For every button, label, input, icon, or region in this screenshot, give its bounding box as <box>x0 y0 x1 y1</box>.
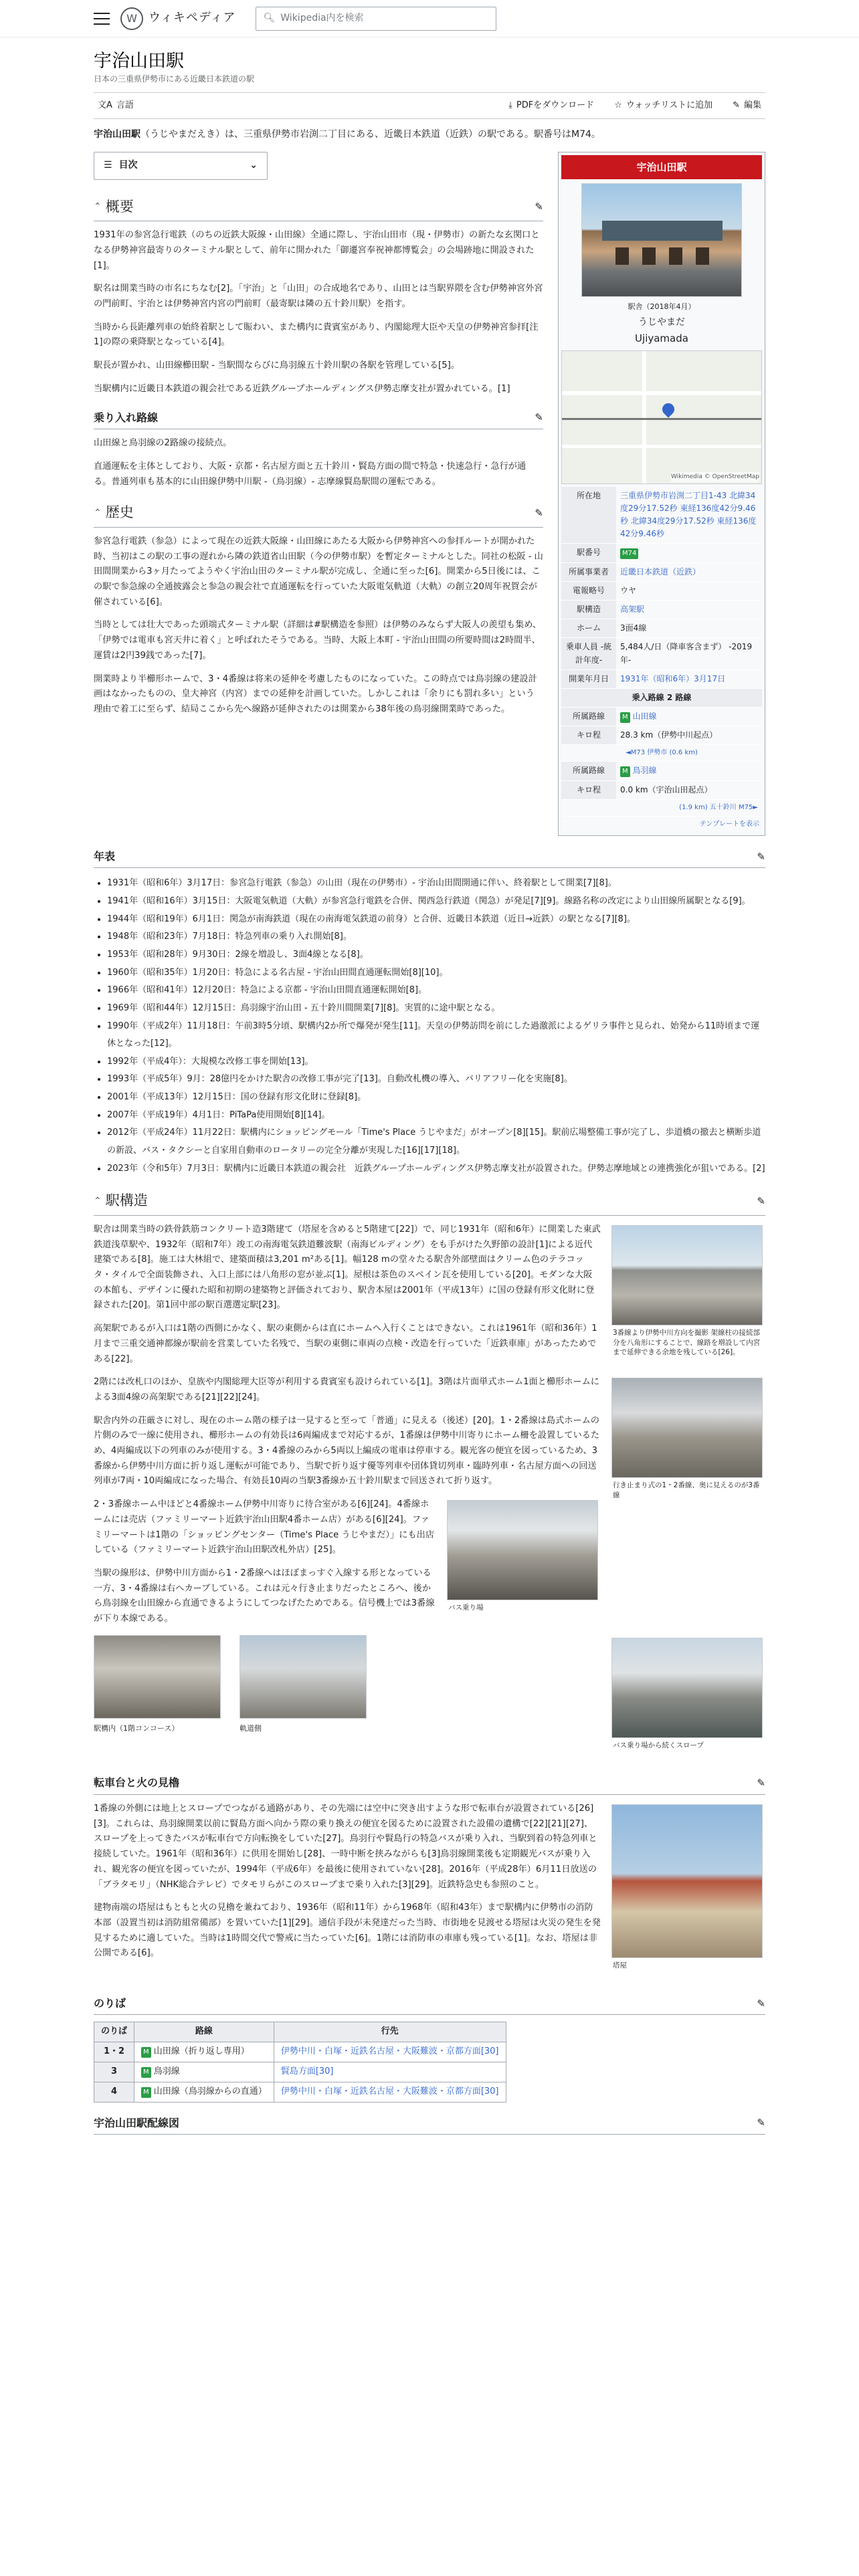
edit-section-icon[interactable]: ✎ <box>757 1997 765 2010</box>
row-value: 3面4線 <box>616 619 762 638</box>
infobox <box>558 152 765 836</box>
edit-section-icon[interactable]: ✎ <box>535 507 543 520</box>
table-header-row <box>94 2022 506 2042</box>
column-header: のりば <box>94 2022 134 2042</box>
platform-number: 3 <box>94 2062 134 2082</box>
top-header <box>0 0 859 37</box>
row-label: 駅構造 <box>561 600 616 619</box>
intro-paragraph <box>94 127 765 142</box>
location-map[interactable] <box>561 350 762 484</box>
table-row <box>94 2082 506 2102</box>
timeline-item: • 2023年（令和5年）7月3日：駅構内に近畿日本鉄道の親会社 近鉄グループホールディングス伊勢志摩支社が設置された。伊勢志摩地域との連携強化が狙いである。[2] <box>107 1160 765 1178</box>
station-kana: うじやまだ <box>638 317 685 328</box>
language-label: 言語 <box>116 100 134 110</box>
download-pdf-button[interactable] <box>504 99 598 113</box>
row-label: キロ程 <box>561 780 616 799</box>
table-row <box>94 2042 506 2062</box>
search-icon: 🔍︎ <box>263 13 276 24</box>
row-value[interactable]: 1931年（昭和6年）3月17日 <box>616 669 762 688</box>
photo-window <box>696 247 709 265</box>
tower-para: 建物南端の塔屋はもともと火の見櫓を兼ねており、1936年（昭和11年）から1968年（昭和43年）まで駅構内に伊勢市の消防本部（設置当初は消防組常備部）を置いていた[1][29]。通信手段が未発達だった当時、市街地を見渡せる塔屋は火災の発生を発見するために適していた。当時は1時間交代で警戒に当たっていた[6]。1階には消防車の車庫も残っている[1]。なお、塔屋は非公開である[6]。 <box>94 1903 601 1959</box>
gallery-caption: 駅構内（1階コンコース） <box>94 1723 179 1733</box>
infobox-title: 宇治山田駅 <box>561 155 762 179</box>
line-badge: M <box>620 766 630 777</box>
edit-label: 編集 <box>743 100 761 110</box>
chevron-down-icon: ⌄ <box>250 160 258 171</box>
photo-window <box>642 247 656 265</box>
line-badge: M <box>141 2087 151 2098</box>
history-para: 参宮急行電鉄（参急）によって現在の近鉄大阪線・山田線にあたる大阪から伊勢神宮への参拝ルートが開かれた時、当初はこの駅の工事の遅れから隣の鉄道省山田駅（今の伊勢市駅）を暫定ターミナルとした。同社の松阪 - 山田間開業から3ヶ月たってようやく宇治山田のターミナル駅が完成し、全通に至った[6]。開業から5日後には、この駅で参急線の全通披露会と参急の親会社で直通運転を行っていた大阪電気軌道（大軌）の創立20周年祝賀会が催されている[6]。 <box>94 536 543 607</box>
row-value: 0.0 km（宇治山田起点） <box>616 780 762 799</box>
page-toolbar <box>94 92 765 119</box>
toc-label: 目次 <box>118 160 138 171</box>
row-value: ウヤ <box>616 581 762 600</box>
figure-caption: バス乗り場 <box>448 1604 484 1612</box>
section-noriba-header <box>94 1995 765 2016</box>
table-row <box>94 2062 506 2082</box>
column-header: 路線 <box>134 2022 274 2042</box>
platform-number: 1・2 <box>94 2042 134 2062</box>
structure-para: 駅舎内外の荘厳さに対し、現在のホーム階の様子は一見すると至って「普通」に見える（後述）[20]。1・2番線は島式ホームの片側のみで一線に使用され、櫛形ホームの有効長は6両編成まで対応するが、1番線は伊勢中川寄りにホーム柵を設置しているため、4両編成以下の列車のみが使用する。3・4番線のみから5両以上編成の電車は停車する。観光客の便宜を図っているため、3番線から伊勢中川方面に折り返し運転が可能であり、当駅で折り返す優等列車や団体貸切列車・臨時列車・名古屋方面への回送列車が7両・10両編成になった場合、有効長10両の当駅3番線か五十鈴川駅まで回送されて折り返す。 <box>94 1415 600 1487</box>
row-label: 開業年月日 <box>561 669 616 688</box>
section-noriba-title: のりば <box>94 1996 126 2010</box>
infobox-row <box>561 638 762 669</box>
timeline-item: • 1931年（昭和6年）3月17日：参宮急行電鉄（参急）の山田（現在の伊勢市）- 宇治山田間開通に伴い、終着駅として開業[7][8]。 <box>107 875 765 893</box>
figure <box>611 1225 765 1360</box>
timeline-item: • 2007年（平成19年）4月1日：PiTaPa使用開始[8][14]。 <box>107 1107 765 1125</box>
overview-para: 当時から長距離列車の始終着駅として賑わい、また構内に貴賓室があり、内閣総理大臣や天皇の伊勢神宮参拝[注 1]の際の乗降駅となっている[4]。 <box>94 322 539 348</box>
template-link[interactable]: テンプレートを表示 <box>699 820 759 828</box>
row-label: 所属路線 <box>561 762 616 780</box>
line-link[interactable]: 鳥羽線 <box>632 766 657 776</box>
language-icon: 文A <box>98 100 112 110</box>
edit-section-icon[interactable]: ✎ <box>757 1777 765 1790</box>
adjacent-station[interactable]: (1.9 km) 五十鈴川 M75► <box>561 799 762 816</box>
overview-para: 当駅構内に近畿日本鉄道の親会社である近鉄グループホールディングス伊勢志摩支社が置かれている。[1] <box>94 383 510 394</box>
row-value[interactable]: 高架駅 <box>616 600 762 619</box>
station-number-badge: M74 <box>620 548 638 559</box>
timeline-item: • 2001年（平成13年）12月15日：国の登録有形文化財に登録[8]。 <box>107 1089 765 1107</box>
platform-photo[interactable] <box>611 1378 763 1478</box>
overview-para: 駅長が置かれ、山田線櫛田駅 - 当駅間ならびに鳥羽線五十鈴川駅の各駅を管理している[5]。 <box>94 360 460 371</box>
row-value[interactable]: 三重県伊勢市岩渕二丁目1-43 北緯34度29分17.52秒 東経136度42分9.46秒 北緯34度29分17.52秒 東経136度42分9.46秒 <box>616 487 762 544</box>
section-structure-title: 駅構造 <box>105 1192 148 1209</box>
infobox-row <box>561 581 762 600</box>
figure-caption: 3番線より伊勢中川方向を撮影 架線柱の接続部分を八角形にすることで、線路を増設して内宮まで延伸できる余地を残している[26]。 <box>613 1328 761 1357</box>
infobox-row <box>561 762 762 780</box>
slope-photo[interactable] <box>611 1638 763 1738</box>
figure <box>447 1500 601 1616</box>
chevron-up-icon[interactable]: ⌃ <box>94 507 102 518</box>
download-pdf-label: PDFをダウンロード <box>516 100 595 110</box>
timeline-item: • 1944年（昭和19年）6月1日：関急が南海鉄道（現在の南海電気鉄道の前身）と合併、近畿日本鉄道（近日→近鉄）の駅となる[7][8]。 <box>107 911 765 929</box>
track-photo[interactable] <box>240 1635 367 1719</box>
toc-button[interactable] <box>94 152 268 180</box>
edit-section-icon[interactable]: ✎ <box>757 1195 765 1208</box>
platform-table <box>94 2022 506 2102</box>
timeline-item: • 1941年（昭和16年）3月15日：大阪電気軌道（大軌）が参宮急行電鉄を合併、関西急行鉄道（関急）が発足[7][9]。線路名称の改定により山田線所属駅となる[9]。 <box>107 893 765 911</box>
row-label: ホーム <box>561 619 616 638</box>
watchlist-button[interactable] <box>610 99 717 113</box>
map-road <box>562 391 762 395</box>
watchlist-label: ウォッチリストに追加 <box>626 100 713 110</box>
section-history-header[interactable] <box>94 502 543 528</box>
row-value: 28.3 km（伊勢中川起点） <box>616 726 762 745</box>
page-title: 宇治山田駅 <box>94 51 184 72</box>
pencil-icon: ✎ <box>733 100 740 110</box>
gallery <box>94 1635 601 1735</box>
intro-text: （うじやまだえき）は、三重県伊勢市岩渕二丁目にある、近畿日本鉄道（近鉄）の駅である。駅番号はM74。 <box>140 129 601 140</box>
section-overview-title: 概要 <box>105 198 134 215</box>
destination[interactable]: 伊勢中川・白塚・近鉄名古屋・大阪難波・京都方面[30] <box>274 2082 506 2102</box>
page-body <box>94 37 765 2155</box>
figure <box>611 1638 765 1753</box>
concourse-photo[interactable] <box>94 1635 221 1719</box>
intro-bold: 宇治山田駅 <box>94 129 140 140</box>
row-value[interactable]: 近畿日本鉄道（近鉄） <box>616 562 762 581</box>
infobox-row <box>561 544 762 562</box>
infobox-row <box>561 799 762 816</box>
row-label: 乗車人員 -統計年度- <box>561 638 616 669</box>
lines-para: 直通運転を主体としており、大阪・京都・名古屋方面と五十鈴川・賢島方面の間で特急・快速急行・急行が通る。普通列車も基本的に山田線伊勢中川駅 -（鳥羽線）- 志摩線賢島駅間の運転である。 <box>94 461 527 487</box>
list-icon: ☰ <box>104 160 112 171</box>
timeline-item: • 1969年（昭和44年）12月15日：鳥羽線宇治山田 - 五十鈴川間開業[7][8]。実質的に途中駅となる。 <box>107 1000 765 1018</box>
section-structure-header[interactable] <box>94 1190 765 1216</box>
row-value: 5,484人/日（降車客含まず） -2019年- <box>616 638 762 669</box>
tower-para: 1番線の外側には地上とスロープでつながる通路があり、その先端には空中に突き出すような形で転車台が設置されている[26][3]。これらは、鳥羽線開業以前に賢島方面へ向かう際の乗り換えの便宜を図るために設置された設備の遺構で[22][21][27]、スロープを上ってきたバスが転車台で方向転換をしていた[27]。鳥羽行や賢島行の特急バスが乗り入れ、当駅到着の特急列車と接続していた。1961年（昭和36年）に供用を開始し[28]、一時中断を挟みながらも[3]鳥羽線開業後も定期観光バスが乗り入れ、観光客の便宜を図っていたが、1994年（平成6年）を最後に使用されていない[28]。2016年（平成28年）6月11日放送の「ブラタモリ」（NHK総合テレビ）でタモリらがこのスロープまで乗り入れた[3][29]。近鉄特急史も参照のこと。 <box>94 1804 597 1890</box>
infobox-row <box>561 745 762 762</box>
line-badge: M <box>141 2047 151 2058</box>
station-photo[interactable] <box>581 183 742 297</box>
platform-number: 4 <box>94 2082 134 2102</box>
infobox-row <box>561 688 762 707</box>
section-chronology-header <box>94 848 765 869</box>
figure <box>611 1378 765 1503</box>
lines-header: 乗入路線 2 路線 <box>561 688 762 707</box>
row-label: 駅番号 <box>561 544 616 562</box>
map-pin-icon <box>660 401 676 417</box>
line-link[interactable]: 山田線 <box>632 712 657 722</box>
figure-caption: 行き止まり式の1・2番線、奥に見えるのが3番線 <box>613 1481 760 1499</box>
infobox-row <box>561 562 762 581</box>
row-label: 所属事業者 <box>561 562 616 581</box>
language-button[interactable] <box>94 99 138 113</box>
map-road <box>562 445 762 448</box>
infobox-row <box>561 780 762 799</box>
section-lines-header <box>94 409 543 430</box>
edit-section-icon[interactable]: ✎ <box>535 411 543 424</box>
gallery-item <box>94 1635 221 1735</box>
structure-para: 2階には改札口のほか、皇族や内閣総理大臣等が利用する貴賓室も設けられている[1]。3階は片面単式ホーム1面と櫛形ホームによる3面4線の高架駅である[21][22][24]。 <box>94 1377 599 1402</box>
photo-caption: 駅舎（2018年4月） <box>628 302 696 311</box>
row-label: キロ程 <box>561 726 616 745</box>
section-map-title: 宇治山田駅配線図 <box>94 2116 180 2129</box>
edit-section-icon[interactable]: ✎ <box>535 201 543 213</box>
infobox-row <box>561 600 762 619</box>
column-header: 行先 <box>274 2022 506 2042</box>
search-input[interactable] <box>256 7 496 31</box>
history-para: 当時としては壮大であった頭端式ターミナル駅（詳細は#駅構造を参照）は伊勢のみならず大阪人の羨望も集め、「伊勢では電車も宮天井に着く」と呼ばれたそうである。当時、大阪上本町 - 宇治山田間の所要時間は2時間半、運賃は2円39銭であった[7]。 <box>94 620 542 661</box>
line-badge: M <box>620 712 630 723</box>
photo-window <box>669 247 682 265</box>
edit-section-icon[interactable]: ✎ <box>757 2117 765 2129</box>
adjacent-station[interactable]: ◄M73 伊勢市 (0.6 km) <box>561 745 762 762</box>
search-placeholder: Wikipedia内を検索 <box>280 13 364 24</box>
section-history-title: 歴史 <box>105 504 134 521</box>
timeline-item: • 1948年（昭和23年）7月18日：特急列車の乗り入れ開始[8]。 <box>107 928 765 946</box>
infobox-row <box>561 619 762 638</box>
history-para: 開業時より半櫛形ホームで、3・4番線は将来の延伸を考慮したものになっていた。この時点では鳥羽線の建設計画はなかったものの、皇大神宮（内宮）までの延伸を計画していた。しかしこれは「余りにも罰れ多い」という理由で着工に至らず、結局ここから先へ線路が延伸されたのは開業から38年後の鳥羽線開業時であった。 <box>94 673 537 714</box>
timeline-item: • 1960年（昭和35年）1月20日：特急による名古屋 - 宇治山田間直通運転開始[8][10]。 <box>107 964 765 982</box>
map-credit[interactable]: Wikimedia © OpenStreetMap <box>671 472 759 481</box>
infobox-row <box>561 487 762 544</box>
line-badge: M <box>141 2067 151 2078</box>
gallery-item <box>240 1635 367 1735</box>
timeline-list <box>94 875 765 1178</box>
star-icon: ☆ <box>614 100 622 110</box>
main-menu-icon[interactable] <box>94 13 110 25</box>
gallery-caption: 軌道側 <box>240 1723 262 1733</box>
chevron-up-icon[interactable]: ⌃ <box>94 1195 102 1206</box>
figure-caption: バス乗り場から続くスロープ <box>613 1741 704 1749</box>
section-chronology-title: 年表 <box>94 849 116 863</box>
section-overview-header[interactable] <box>94 196 543 222</box>
section-lines-title: 乗り入れ路線 <box>94 411 159 424</box>
page-subtitle: 日本の三重県伊勢市にある近畿日本鉄道の駅 <box>94 74 255 84</box>
wikipedia-logo[interactable] <box>120 7 235 30</box>
infobox-row <box>561 726 762 745</box>
article-body <box>94 152 543 836</box>
section-tower-title: 転車台と火の見櫓 <box>94 1776 180 1790</box>
structure-para: 2・3番線ホーム中ほどと4番線ホーム伊勢中川寄りに待合室がある[6][24]。4番線ホームには売店（ファミリーマート近鉄宇治山田駅4番ホーム店）がある[6][24]。ファミリーマートは1階の「ショッピングセンター（Time's Place うじやまだ）」にも出店している（ファミリーマート近鉄宇治山田駅改札外店）[25]。 <box>94 1499 434 1555</box>
content-area <box>94 152 765 836</box>
chevron-up-icon[interactable]: ⌃ <box>94 201 102 213</box>
platform-photo[interactable] <box>611 1225 763 1325</box>
globe-icon: W <box>120 7 143 30</box>
photo-roof <box>602 221 723 241</box>
row-label: 電報略号 <box>561 581 616 600</box>
timeline-item: • 1953年（昭和28年）9月30日：2線を増設し、3面4線となる[8]。 <box>107 946 765 964</box>
infobox-row <box>561 708 762 726</box>
timeline-item: • 2012年（平成24年）11月22日：駅構内にショッピングモール「Time's Place うじやまだ」がオープン[8][15]。駅前広場整備工事が完了し、歩道橋の撤去と横断歩道の新設、バス・タクシーと自家用自動車のロータリーの完全分離が実現した[16][17][18]。 <box>107 1124 765 1160</box>
figure <box>611 1804 765 1973</box>
timeline-item: • 1992年（平成4年）：大規模な改修工事を開始[13]。 <box>107 1053 765 1071</box>
structure-para: 当駅の線形は、伊勢中川方面から1・2番線へはほぼまっすぐ入線する形となっている一方、3・4番線は右ヘカーブしている。これは元々行き止まりだったところへ、後から鳥羽線を山田線から直通できるようにしてつなげたためである。信号機上では3番線が下り本線である。 <box>94 1568 435 1624</box>
row-label: 所属路線 <box>561 708 616 726</box>
infobox-table <box>561 487 762 817</box>
timeline-item: • 1966年（昭和41年）12月20日：特急による京都 - 宇治山田間直通運転開始[8]。 <box>107 982 765 1000</box>
figure-caption: 塔屋 <box>613 1961 627 1970</box>
timeline-item: • 1993年（平成5年）9月：28億円をかけた駅舎の改修工事が完了[13]。自動改札機の導入、バリアフリー化を実施[8]。 <box>107 1071 765 1089</box>
map-railway <box>562 418 762 420</box>
station-roman: Ujiyamada <box>635 332 688 344</box>
edit-button[interactable] <box>729 99 765 113</box>
tower-photo[interactable] <box>611 1804 763 1958</box>
overview-para: 1931年の参宮急行電鉄（のちの近鉄大阪線・山田線）全通に際し、宇治山田市（現・伊勢市）の新たな玄関口となる伊勢神宮最寄りのターミナル駅として、前年に開かれた「御遷宮奉祝神都博覧会」の会場跡地に開設された[1]。 <box>94 230 540 271</box>
row-label: 所在地 <box>561 487 616 544</box>
logo-text: ウィキペディア <box>149 11 236 25</box>
lines-para: 山田線と鳥羽線の2路線の接続点。 <box>94 438 232 449</box>
destination[interactable]: 賢島方面[30] <box>274 2062 506 2082</box>
photo-window <box>615 247 629 265</box>
bus-stop-photo[interactable] <box>447 1500 598 1600</box>
infobox-row <box>561 669 762 688</box>
destination[interactable]: 伊勢中川・白塚・近鉄名古屋・大阪難波・京都方面[30] <box>274 2042 506 2062</box>
line-name: 山田線（折り返し専用） <box>153 2046 250 2057</box>
section-map-header <box>94 2115 765 2135</box>
structure-para: 高架駅であるが入口は1階の西側にかなく、駅の東側からは直にホームへ入行くことはできない。これは1961年（昭和36年）1月まで三重交通神都線が駅前を営業していた名残で、当駅の東側に車両の点検・改造を行っていた「近鉄車庫」があったためである[22]。 <box>94 1323 597 1364</box>
line-name: 山田線（鳥羽線からの直通） <box>153 2086 267 2097</box>
line-name: 鳥羽線 <box>153 2066 180 2076</box>
edit-section-icon[interactable]: ✎ <box>757 850 765 863</box>
overview-para: 駅名は開業当時の市名にちなむ[2]。「宇治」と「山田」の合成地名であり、山田とは当駅界隈を含む伊勢神宮外宮の門前町、宇治とは伊勢神宮内宮の門前町（最寄駅は隣の五十鈴川駅）を指す。 <box>94 284 543 310</box>
timeline-item: • 1990年（平成2年）11月18日：午前3時5分頃、駅構内2か所で爆発が発生[11]。天皇の伊勢訪問を前にした過激派によるゲリラ事件と見られ、始発から11時頃まで運休となった[12]。 <box>107 1018 765 1053</box>
section-tower-header <box>94 1774 765 1795</box>
download-icon: ⤓ <box>508 100 512 110</box>
structure-para: 駅舎は開業当時の鉄骨鉄筋コンクリート造3階建て（塔屋を含めると5階建て[22]）で、同じ1931年（昭和6年）に開業した東武鉄道浅草駅や、1932年（昭和7年）竣工の南海電気鉄道難波駅（南海ビルディング）をも手がけた久野節の設計[1]による近代建築である[8]。施工は大林組で、建築面積は3,201 m²ある[1]。幅128 mの堂々たる駅舎外部壁面はクリーム色のテラコッタ・タイルで全面装飾され、入口上部には八角形の窓が並ぶ[1]。屋根は茶色のスペイン瓦を使用している[20]。モダンな大阪の本館も、デザインに優れた昭和初期の建築物と評価されており、駅舎本屋は2001年（平成13年）に国の登録有形文化財に登録された[20]。第1回中部の駅百選選定駅[23]。 <box>94 1224 601 1311</box>
